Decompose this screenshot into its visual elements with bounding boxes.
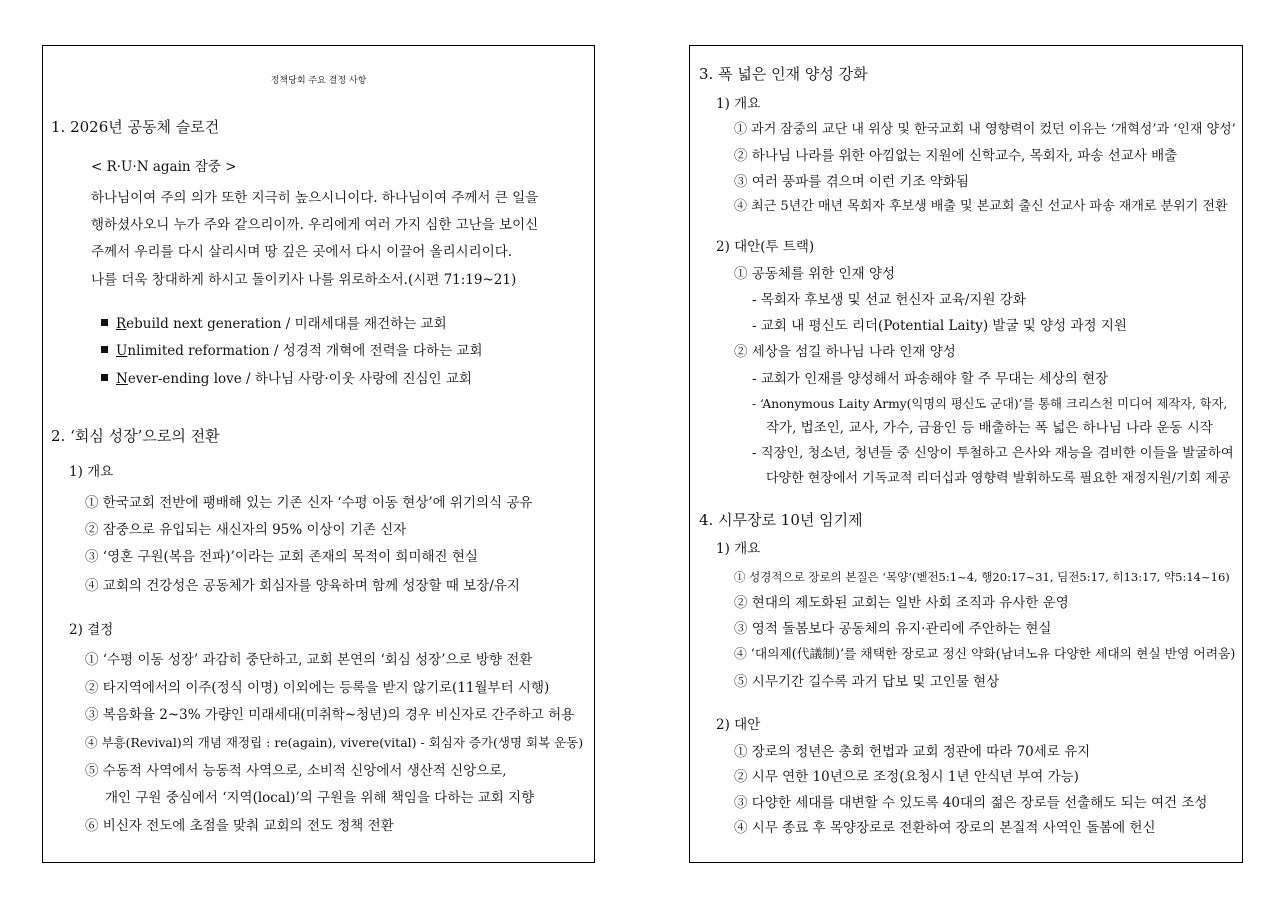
list-item: ② 시무 연한 10년으로 조정(요청시 1년 안식년 부여 가능) [734, 769, 1079, 785]
list-item: ④ 최근 5년간 매년 목회자 후보생 배출 및 본교회 출신 선교사 파송 재개로 분위기 전환 [734, 199, 1228, 214]
section-2-heading: 2. ‘회심 성장’으로의 전환 [51, 427, 220, 445]
subsection-heading: 2) 대안 [716, 717, 761, 733]
page-title: 정책당회 주요 결정 사항 [270, 76, 367, 86]
list-item: ④ ‘대의제(代議制)’를 채택한 장로교 정신 약화(남녀노유 다양한 세대의 현실 반영 어려움) [734, 647, 1236, 662]
subsection-heading: 1) 개요 [716, 96, 761, 112]
bullet-text: nlimited reformation / 성경적 개혁에 전력을 다하는 교회 [127, 343, 483, 359]
dash-item: - ‘Anonymous Laity Army(익명의 평신도 군대)’를 통해 크리스천 미디어 제작자, 학자, [752, 397, 1228, 411]
subsection-heading: 2) 결정 [69, 622, 114, 638]
dash-item-continuation: 다양한 현장에서 기독교적 리더십과 영향력 발휘하도록 필요한 재정지원/기회 제공 [766, 471, 1231, 486]
list-item: ② 하나님 나라를 위한 아낌없는 지원에 신학교수, 목회자, 파송 선교사 배출 [734, 148, 1178, 164]
list-item: ③ ‘영혼 구원(복음 전파)’이라는 교회 존재의 목적이 희미해진 현실 [85, 549, 478, 565]
list-item: ③ 영적 돌봄보다 공동체의 유지·관리에 주안하는 현실 [734, 621, 1052, 637]
right-page [689, 45, 1243, 863]
section-4-heading: 4. 시무장로 10년 임기제 [699, 511, 863, 529]
dash-item-continuation: 작가, 법조인, 교사, 가수, 금융인 등 배출하는 폭 넓은 하나님 나라 운동 시작 [766, 420, 1213, 436]
verse-line: 나를 더욱 창대하게 하시고 돌이키사 나를 위로하소서.(시편 71:19~21) [91, 272, 517, 288]
list-item: ① 공동체를 위한 인재 양성 [734, 266, 896, 282]
subsection-heading: 2) 대안(투 트랙) [716, 239, 815, 255]
slogan-bullet-n [101, 370, 472, 388]
list-item: ④ 부흥(Revival)의 개념 재정립 : re(again), vivere(vital) - 회심자 증가(생명 회복 운동) [85, 735, 584, 750]
square-bullet-icon [101, 319, 108, 326]
bullet-text: ebuild next generation / 미래세대를 재건하는 교회 [126, 316, 447, 332]
list-item: ② 세상을 섬길 하나님 나라 인재 양성 [734, 344, 956, 360]
bullet-initial: U [116, 343, 128, 359]
dash-item: - 목회자 후보생 및 선교 헌신자 교육/지원 강화 [752, 292, 1026, 308]
list-item: ① 장로의 정년은 총회 헌법과 교회 정관에 따라 70세로 유지 [734, 744, 1091, 760]
section-3-heading: 3. 폭 넓은 인재 양성 강화 [699, 65, 868, 83]
list-item: ② 잠중으로 유입되는 새신자의 95% 이상이 기존 신자 [85, 522, 407, 538]
list-item: ① 과거 잠중의 교단 내 위상 및 한국교회 내 영향력이 컸던 이유는 ‘개혁성’과 ‘인재 양성’ [734, 122, 1236, 137]
subsection-heading: 1) 개요 [69, 464, 114, 480]
list-item: ② 현대의 제도화된 교회는 일반 사회 조직과 유사한 운영 [734, 595, 1069, 611]
list-item: ④ 교회의 건강성은 공동체가 회심자를 양육하며 함께 성장할 때 보장/유지 [85, 578, 520, 594]
list-item: ⑤ 수동적 사역에서 능동적 사역으로, 소비적 신앙에서 생산적 신앙으로, [85, 763, 507, 779]
bullet-initial: R [116, 316, 127, 332]
verse-line: 하나님이여 주의 의가 또한 지극히 높으시니이다. 하나님이여 주께서 큰 일을 [91, 190, 539, 206]
slogan: < R·U·N again 잠중 > [91, 159, 237, 175]
list-item: ③ 다양한 세대를 대변할 수 있도록 40대의 젊은 장로들 선출해도 되는 여건 조성 [734, 795, 1208, 811]
left-page [42, 45, 595, 863]
list-item: ② 타지역에서의 이주(정식 이명) 이외에는 등록을 받지 않기로(11월부터 시행) [85, 680, 550, 696]
dash-item: - 교회가 인재를 양성해서 파송해야 할 주 무대는 세상의 현장 [752, 371, 1109, 387]
list-item: ⑤ 시무기간 길수록 과거 답보 및 고인물 현상 [734, 674, 1000, 690]
slogan-bullet-r [101, 315, 447, 333]
list-item: ⑥ 비신자 전도에 초점을 맞춰 교회의 전도 정책 전환 [85, 818, 394, 834]
list-item-continuation: 개인 구원 중심에서 ‘지역(local)’의 구원을 위해 책임을 다하는 교회 지향 [105, 790, 535, 806]
section-1-heading: 1. 2026년 공동체 슬로건 [51, 118, 220, 136]
bullet-text: ever-ending love / 하나님 사랑·이웃 사랑에 진심인 교회 [127, 371, 472, 387]
verse-line: 행하셨사오니 누가 주와 같으리이까. 우리에게 여러 가지 심한 고난을 보이신 [91, 217, 539, 233]
slogan-bullet-u [101, 342, 483, 360]
list-item: ① 성경적으로 장로의 본질은 ‘목양’(벧전5:1~4, 행20:17~31, 딤전5:17, 히13:17, 약5:14~16) [734, 570, 1230, 584]
bullet-initial: N [116, 371, 128, 387]
list-item: ③ 복음화율 2~3% 가량인 미래세대(미취학~청년)의 경우 비신자로 간주하고 허용 [85, 707, 575, 723]
verse-line: 주께서 우리를 다시 살리시며 땅 깊은 곳에서 다시 이끌어 올리시리이다. [91, 244, 513, 260]
subsection-heading: 1) 개요 [716, 541, 761, 557]
square-bullet-icon [101, 374, 108, 381]
dash-item: - 교회 내 평신도 리더(Potential Laity) 발굴 및 양성 과정 지원 [752, 318, 1127, 334]
list-item: ④ 시무 종료 후 목양장로로 전환하여 장로의 본질적 사역인 돌봄에 헌신 [734, 820, 1156, 836]
list-item: ① ‘수평 이동 성장’ 과감히 중단하고, 교회 본연의 ‘회심 성장’으로 방향 전환 [85, 652, 533, 668]
square-bullet-icon [101, 346, 108, 353]
list-item: ① 한국교회 전반에 팽배해 있는 기존 신자 ‘수평 이동 현상’에 위기의식 공유 [85, 495, 533, 511]
list-item: ③ 여러 풍파를 겪으며 이런 기조 약화됨 [734, 174, 969, 190]
dash-item: - 직장인, 청소년, 청년들 중 신앙이 투철하고 은사와 재능을 겸비한 이들을 발굴하여 [752, 446, 1234, 461]
